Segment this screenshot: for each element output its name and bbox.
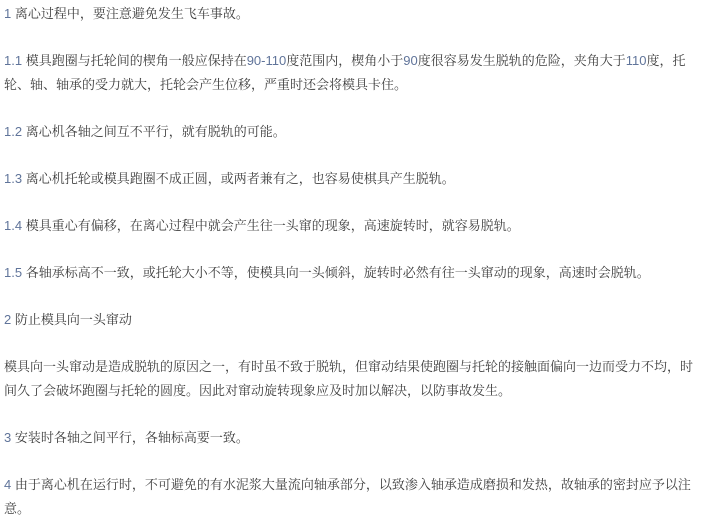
inline-number: 90-110 [246,53,287,68]
paragraph-section-1-4: 1.4 模具重心有偏移，在离心过程中就会产生往一头窜的现象，高速旋转时，就容易脱轨。 [4,218,520,233]
inline-number: 1 [4,6,12,21]
paragraph-section-1-5: 1.5 各轴承标高不一致，或托轮大小不等，使模具向一头倾斜，旋转时必然有往一头窜动的现象，高速时会脱轨。 [4,265,650,280]
paragraph-section-1-2: 1.2 离心机各轴之间互不平行，就有脱轨的可能。 [4,124,286,139]
inline-number: 1.1 [4,53,23,68]
inline-number: 2 [4,312,12,327]
inline-number: 4 [4,477,12,492]
inline-number: 1.3 [4,171,23,186]
paragraph-section-1-1: 1.1 模具跑圈与托轮间的楔角一般应保持在90-110度范围内，楔角小于90度很容易发生脱轨的危险，夹角大于110度，托轮、轴、轴承的受力就大，托轮会产生位移，严重时还会将模具卡住。 [4,53,686,92]
inline-number: 1.5 [4,265,23,280]
inline-number: 110 [625,53,647,68]
inline-number: 3 [4,430,12,445]
inline-number: 1.4 [4,218,23,233]
inline-number: 90 [403,53,418,68]
paragraph-section-4: 4 由于离心机在运行时，不可避免的有水泥浆大量流向轴承部分，以致渗入轴承造成磨损和发热，故轴承的密封应予以注意。 [4,477,691,516]
paragraph-section-1: 1 离心过程中，要注意避免发生飞车事故。 [4,6,249,21]
paragraph-section-2-body: 模具向一头窜动是造成脱轨的原因之一，有时虽不致于脱轨，但窜动结果使跑圈与托轮的接触面偏向一边而受力不均，时间久了会破坏跑圈与托轮的圆度。因此对窜动旋转现象应及时加以解决，以防事故发生。 [4,359,694,398]
paragraph-section-2-heading: 2 防止模具向一头窜动 [4,312,132,327]
inline-number: 1.2 [4,124,23,139]
paragraph-section-1-3: 1.3 离心机托轮或模具跑圈不成正圆，或两者兼有之，也容易使棋具产生脱轨。 [4,171,455,186]
paragraph-section-3: 3 安装时各轴之间平行，各轴标高要一致。 [4,430,249,445]
